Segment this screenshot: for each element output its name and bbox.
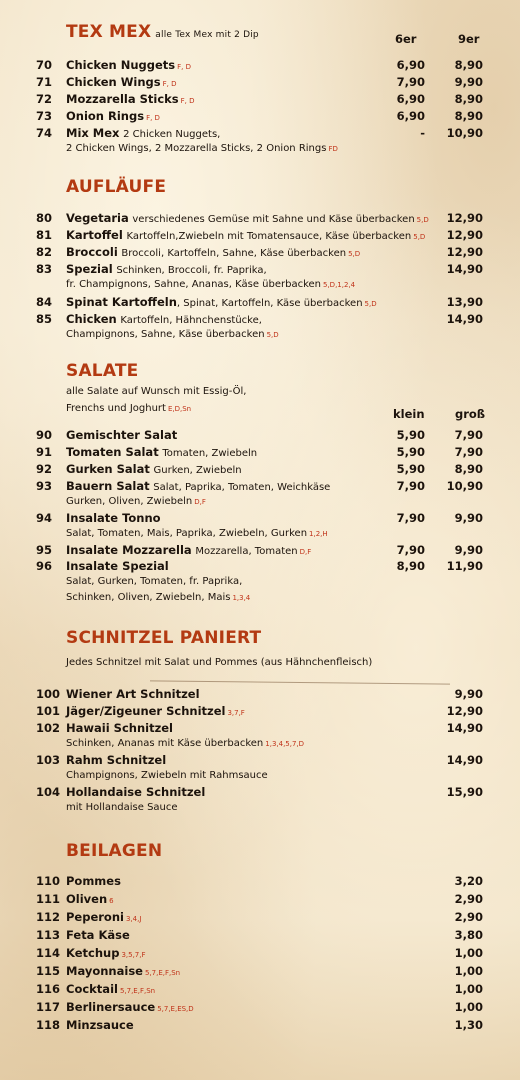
item-name: Insalate Mozzarella Mozzarella, Tomaten D,F [66,543,312,557]
section-title-salate: SALATE [66,361,139,381]
item-description-continued [66,327,279,343]
item-number: 117 [36,1000,61,1014]
price: 12,90 [446,704,483,718]
menu-item [0,927,520,943]
item-name: Jäger/Zigeuner Schnitzel 3,7,F [66,704,245,718]
item-name: Chicken Kartoffeln, Hähnchenstücke, [66,312,262,326]
item-description-continued [66,590,250,606]
section-title-text: TEX MEX [66,22,152,42]
item-number: 84 [36,295,53,309]
item-description: verschiedenes Gemüse mit Sahne und Käse überbacken [132,214,415,225]
menu-item [0,57,520,73]
menu-item [0,999,520,1015]
description-text: 2 Chicken Wings, 2 Mozzarella Sticks, 2 Onion Rings [66,143,327,154]
item-description: Broccoli, Kartoffeln, Sahne, Käse überbacken [121,248,347,259]
price-small: 7,90 [396,543,425,557]
price-small: 8,90 [396,559,425,573]
item-number: 111 [36,892,61,906]
item-number: 82 [36,245,53,259]
item-name: Chicken Nuggets F, D [66,58,192,72]
menu-item [0,981,520,997]
allergen-code: 6 [109,897,114,905]
price: 1,00 [454,982,483,996]
price: 9,90 [454,687,483,701]
menu-item [0,311,520,327]
item-name: Spinat Kartoffeln, Spinat, Kartoffeln, Käse überbacken 5,D [66,295,377,309]
allergen-code: 5,D,1,2,4 [323,281,356,289]
item-number: 114 [36,946,61,960]
section-note: Jedes Schnitzel mit Salat und Pommes (aus Hähnchenfleisch) [66,657,373,668]
item-number: 71 [36,75,53,89]
price: 15,90 [446,785,483,799]
item-number: 72 [36,92,53,106]
item-number: 95 [36,543,53,557]
allergen-code: 5,D [266,331,279,339]
menu-item [0,510,520,526]
price: 13,90 [446,295,483,309]
item-name: Broccoli Broccoli, Kartoffeln, Sahne, Käse überbacken 5,D [66,245,361,259]
item-description-continued: Champignons, Zwiebeln mit Rahmsauce [66,770,268,781]
item-number: 74 [36,126,53,140]
item-number: 81 [36,228,53,242]
item-description: Kartoffeln, Hähnchenstücke, [120,315,262,326]
item-name: Peperoni 3,4,J [66,910,142,924]
price-large: 9,90 [454,75,483,89]
menu-item [0,74,520,90]
column-header-gross: groß [455,407,486,421]
menu-item [0,686,520,702]
menu-item [0,227,520,243]
price-small: 6,90 [396,92,425,106]
item-number: 118 [36,1018,61,1032]
allergen-code: E,D,Sn [167,405,192,413]
price-large: 8,90 [454,58,483,72]
item-name: Mozzarella Sticks F, D [66,92,195,106]
item-description-continued [66,526,328,542]
menu-item [0,720,520,736]
description-text: Schinken, Ananas mit Käse überbacken [66,738,264,749]
item-number: 113 [36,928,61,942]
allergen-code: 5,7,E,F,Sn [119,987,156,995]
item-name: Insalate Spezial [66,559,169,573]
item-number: 96 [36,559,53,573]
column-header-9er: 9er [458,32,480,46]
item-name: Wiener Art Schnitzel [66,687,200,701]
item-description-continued: Salat, Gurken, Tomaten, fr. Paprika, [66,576,243,587]
price-large: 7,90 [454,428,483,442]
price-large: 10,90 [446,479,483,493]
section-title-texmex [66,22,259,42]
item-name: Feta Käse [66,928,130,942]
item-name: Oliven 6 [66,892,114,906]
price: 2,90 [454,910,483,924]
price-small: 6,90 [396,109,425,123]
item-number: 101 [36,704,61,718]
section-title-beilagen: BEILAGEN [66,841,163,861]
allergen-code: 3,4,J [125,915,142,923]
price: 3,80 [454,928,483,942]
item-number: 90 [36,428,53,442]
menu-item [0,125,520,141]
item-number: 116 [36,982,61,996]
section-divider [150,680,450,684]
price-small: 5,90 [396,462,425,476]
item-description-continued [66,141,338,157]
price: 1,30 [454,1018,483,1032]
menu-item [0,1017,520,1033]
menu-item [0,91,520,107]
item-description: Schinken, Broccoli, fr. Paprika, [116,265,267,276]
menu-item [0,244,520,260]
menu-item [0,108,520,124]
item-number: 80 [36,211,53,225]
allergen-code: 5,D [416,216,429,224]
item-name: Ketchup 3,5,7,F [66,946,146,960]
item-name: Mix Mex 2 Chicken Nuggets, [66,126,221,140]
allergen-code: F, D [146,114,160,122]
item-description: Salat, Paprika, Tomaten, Weichkäse [153,482,331,493]
item-number: 91 [36,445,53,459]
menu-item [0,542,520,558]
item-number: 110 [36,874,61,888]
allergen-code: 3,7,F [227,709,245,717]
item-description: Gurken, Zwiebeln [153,465,242,476]
item-name: Rahm Schnitzel [66,753,167,767]
description-text: fr. Champignons, Sahne, Ananas, Käse überbacken [66,279,321,290]
menu-item [0,873,520,889]
item-name: Kartoffel Kartoffeln,Zwiebeln mit Tomatensauce, Käse überbacken 5,D [66,228,426,242]
price-large: 7,90 [454,445,483,459]
price: 14,90 [446,312,483,326]
price-large: 10,90 [446,126,483,140]
item-name: Mayonnaise 5,7,E,F,Sn [66,964,181,978]
price-large: 8,90 [454,109,483,123]
menu-item [0,478,520,494]
menu-item [0,891,520,907]
item-name: Onion Rings F, D [66,109,160,123]
price-small: 7,90 [396,511,425,525]
description-text: Gurken, Oliven, Zwiebeln [66,496,193,507]
item-name: Hollandaise Schnitzel [66,785,206,799]
price-large: 9,90 [454,511,483,525]
price-large: 8,90 [454,462,483,476]
price-large: 9,90 [454,543,483,557]
price: 14,90 [446,721,483,735]
allergen-code: F, D [180,97,195,105]
item-name: Tomaten Salat Tomaten, Zwiebeln [66,445,258,459]
item-name: Minzsauce [66,1018,134,1032]
allergen-code: F, D [162,80,177,88]
allergen-code: FD [328,145,338,153]
item-name: Gemischter Salat [66,428,178,442]
item-name: Vegetaria verschiedenes Gemüse mit Sahne und Käse überbacken 5,D [66,211,429,225]
note-text: Frenchs und Joghurt [66,403,166,414]
item-name: Hawaii Schnitzel [66,721,174,735]
price-large: 11,90 [446,559,483,573]
item-name: Bauern Salat Salat, Paprika, Tomaten, Weichkäse [66,479,331,493]
price: 3,20 [454,874,483,888]
allergen-code: 1,3,4 [232,594,251,602]
menu-item [0,909,520,925]
price-small: 6,90 [396,58,425,72]
item-name: Pommes [66,874,121,888]
item-description-continued [66,736,304,752]
item-number: 73 [36,109,53,123]
allergen-code: 5,7,E,F,Sn [144,969,181,977]
description-text: Champignons, Sahne, Käse überbacken [66,329,265,340]
item-number: 100 [36,687,61,701]
item-name: Gurken Salat Gurken, Zwiebeln [66,462,242,476]
menu-item [0,945,520,961]
allergen-code: D,F [299,548,312,556]
price-small: 7,90 [396,75,425,89]
menu-item [0,703,520,719]
item-number: 94 [36,511,53,525]
item-number: 115 [36,964,61,978]
item-description: Mozzarella, Tomaten [195,546,298,557]
item-number: 104 [36,785,61,799]
item-description: Kartoffeln,Zwiebeln mit Tomatensauce, Käse überbacken [126,231,412,242]
price-small: 7,90 [396,479,425,493]
section-note [66,401,191,417]
menu-item [0,558,520,574]
allergen-code: 3,5,7,F [121,951,146,959]
item-description: Tomaten, Zwiebeln [162,448,258,459]
price: 1,00 [454,964,483,978]
item-number: 92 [36,462,53,476]
menu-item [0,261,520,277]
item-number: 70 [36,58,53,72]
menu-item [0,210,520,226]
section-title-schnitzel: SCHNITZEL PANIERT [66,628,262,648]
item-name: Berlinersauce 5,7,E,ES,D [66,1000,194,1014]
item-name: Chicken Wings F, D [66,75,177,89]
description-text: Salat, Tomaten, Mais, Paprika, Zwiebeln, Gurken [66,528,308,539]
allergen-code: 5,7,E,ES,D [157,1005,194,1013]
section-note: alle Salate auf Wunsch mit Essig-Öl, [66,386,247,397]
section-title-auflaeufe: AUFLÄUFE [66,177,167,197]
allergen-code: 5,D [348,250,361,258]
item-number: 112 [36,910,61,924]
item-number: 85 [36,312,53,326]
price-large: 8,90 [454,92,483,106]
item-description-continued [66,494,206,510]
column-header-6er: 6er [395,32,417,46]
item-number: 102 [36,721,61,735]
item-description-continued [66,277,355,293]
menu-item [0,963,520,979]
price: 1,00 [454,946,483,960]
column-header-klein: klein [393,407,425,421]
menu-item [0,427,520,443]
price: 14,90 [446,753,483,767]
item-description-continued: mit Hollandaise Sauce [66,802,178,813]
allergen-code: 1,3,4,5,7,D [265,740,305,748]
menu-item [0,294,520,310]
price: 12,90 [446,245,483,259]
item-name: Cocktail 5,7,E,F,Sn [66,982,156,996]
allergen-code: 5,D [413,233,426,241]
item-name: Insalate Tonno [66,511,161,525]
item-description: , Spinat, Kartoffeln, Käse überbacken [176,298,363,309]
allergen-code: 5,D [364,300,377,308]
menu-item [0,752,520,768]
price: 1,00 [454,1000,483,1014]
menu-item [0,461,520,477]
price: 12,90 [446,228,483,242]
item-number: 83 [36,262,53,276]
item-name: Spezial Schinken, Broccoli, fr. Paprika, [66,262,267,276]
price-small: 5,90 [396,428,425,442]
allergen-code: F, D [177,63,192,71]
item-number: 93 [36,479,53,493]
price: 2,90 [454,892,483,906]
allergen-code: 1,2,H [309,530,328,538]
menu-item [0,444,520,460]
description-text: Schinken, Oliven, Zwiebeln, Mais [66,592,231,603]
item-description: 2 Chicken Nuggets, [123,129,221,140]
item-number: 103 [36,753,61,767]
section-subtitle: alle Tex Mex mit 2 Dip [155,30,259,40]
price-small: - [420,126,425,140]
menu-item [0,784,520,800]
allergen-code: D,F [194,498,206,506]
price: 12,90 [446,211,483,225]
price-small: 5,90 [396,445,425,459]
price: 14,90 [446,262,483,276]
